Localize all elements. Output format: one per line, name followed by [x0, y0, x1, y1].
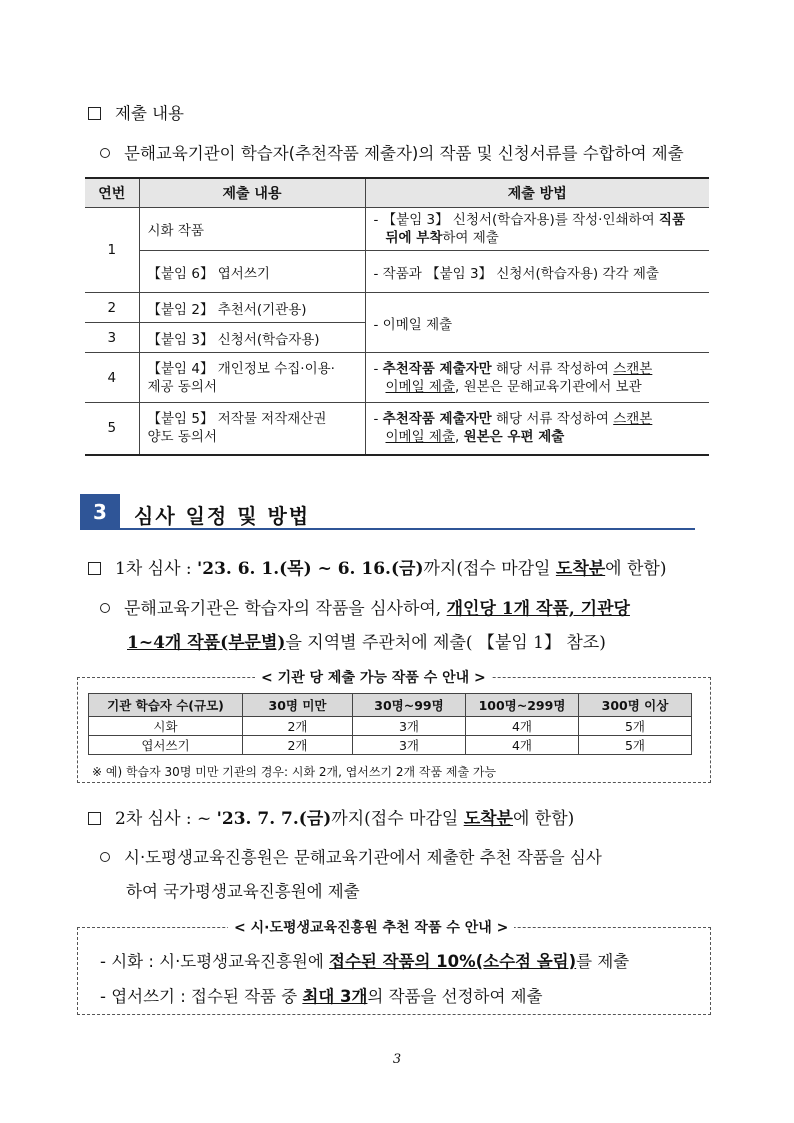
- row-no: 2: [85, 293, 139, 323]
- row-content: 【붙임 2】 추천서(기관용): [139, 293, 365, 323]
- submission-table-wrap: [85, 177, 709, 456]
- cap-cell: 4개: [466, 736, 579, 755]
- recommend-line-2: - 엽서쓰기 : 접수된 작품 중 최대 3개의 작품을 선정하여 제출: [100, 987, 543, 1006]
- header-content: 제출 내용: [139, 178, 365, 208]
- first-review-bullet: 문해교육기관은 학습자의 작품을 심사하여, 개인당 1개 작품, 기관당: [100, 594, 630, 619]
- row-content: 【붙임 4】 개인정보 수집·이용· 제공 동의서: [139, 353, 365, 403]
- second-review-bullet: 시·도평생교육진흥원은 문해교육기관에서 제출한 추천 작품을 심사: [100, 844, 602, 868]
- cap-cell: 2개: [243, 717, 353, 736]
- cap-cell: 2개: [243, 736, 353, 755]
- recommend-line-1: - 시화 : 시·도평생교육진흥원에 접수된 작품의 10%(소수점 올림)를 제출: [100, 952, 630, 971]
- circle-bullet-icon: [100, 603, 110, 613]
- row-method: - 이메일 제출: [365, 293, 709, 353]
- header-no: 연번: [85, 178, 139, 208]
- row-content: 【붙임 6】 엽서쓰기: [139, 251, 365, 293]
- cap-cell: 5개: [579, 736, 692, 755]
- circle-bullet-icon: [100, 148, 110, 158]
- row-method: - 작품과 【붙임 3】 신청서(학습자용) 각각 제출: [365, 251, 709, 293]
- capacity-note: ※ 예) 학습자 30명 미만 기관의 경우: 시화 2개, 엽서쓰기 2개 작품 제출 가능: [92, 765, 497, 779]
- cap-cell: 4개: [466, 717, 579, 736]
- section-rule: [120, 528, 695, 530]
- square-bullet-icon: [88, 812, 101, 825]
- capacity-table: [88, 693, 692, 755]
- cap-cell: 3개: [353, 736, 466, 755]
- capacity-table-wrap: [88, 693, 692, 755]
- cap-cell: 3개: [353, 717, 466, 736]
- row-method: - 【붙임 3】 신청서(학습자용)를 작성·인쇄하여 직품 뒤에 부착하여 제출: [365, 208, 709, 251]
- first-review-heading: 1차 심사 : '23. 6. 1.(목) ~ 6. 16.(금)까지(접수 마감일 도착분에 한함): [88, 554, 666, 579]
- row-no: 3: [85, 323, 139, 353]
- cap-header: 30명 미만: [243, 694, 353, 717]
- first-review-bullet-cont: 1~4개 작품(부문별)을 지역별 주관처에 제출( 【붙임 1】 참조): [127, 633, 606, 653]
- row-method: - 추천작품 제출자만 해당 서류 작성하여 스캔본 이메일 제출, 원본은 우편 제출: [365, 403, 709, 455]
- capacity-box-title: < 기관 당 제출 가능 작품 수 안내 >: [255, 667, 492, 687]
- cap-header: 기관 학습자 수(규모): [89, 694, 243, 717]
- header-method: 제출 방법: [365, 178, 709, 208]
- row-no: 4: [85, 353, 139, 403]
- submission-table: [85, 177, 709, 456]
- cap-cell: 엽서쓰기: [89, 736, 243, 755]
- cap-cell: 5개: [579, 717, 692, 736]
- cap-header: 300명 이상: [579, 694, 692, 717]
- section-number: 3: [80, 494, 120, 530]
- submission-heading: 제출 내용: [88, 100, 184, 124]
- page-number: 3: [392, 1052, 402, 1067]
- circle-bullet-icon: [100, 852, 110, 862]
- row-method: - 추천작품 제출자만 해당 서류 작성하여 스캔본 이메일 제출, 원본은 문해교육기관에서 보관: [365, 353, 709, 403]
- row-content: 【붙임 3】 신청서(학습자용): [139, 323, 365, 353]
- square-bullet-icon: [88, 107, 101, 120]
- row-content: 시화 작품: [139, 208, 365, 251]
- submission-bullet: 문해교육기관이 학습자(추천작품 제출자)의 작품 및 신청서류를 수합하여 제출: [100, 140, 684, 164]
- second-review-bullet-cont: 하여 국가평생교육진흥원에 제출: [126, 882, 360, 901]
- row-no: 1: [85, 208, 139, 293]
- section-title: 심사 일정 및 방법: [134, 504, 311, 528]
- cap-header: 100명~299명: [466, 694, 579, 717]
- row-content: 【붙임 5】 저작물 저작재산권 양도 동의서: [139, 403, 365, 455]
- row-no: 5: [85, 403, 139, 455]
- second-review-heading: 2차 심사 : ~ '23. 7. 7.(금)까지(접수 마감일 도착분에 한함): [88, 804, 574, 829]
- square-bullet-icon: [88, 562, 101, 575]
- cap-cell: 시화: [89, 717, 243, 736]
- cap-header: 30명~99명: [353, 694, 466, 717]
- recommend-box-title: < 시·도평생교육진흥원 추천 작품 수 안내 >: [228, 917, 514, 937]
